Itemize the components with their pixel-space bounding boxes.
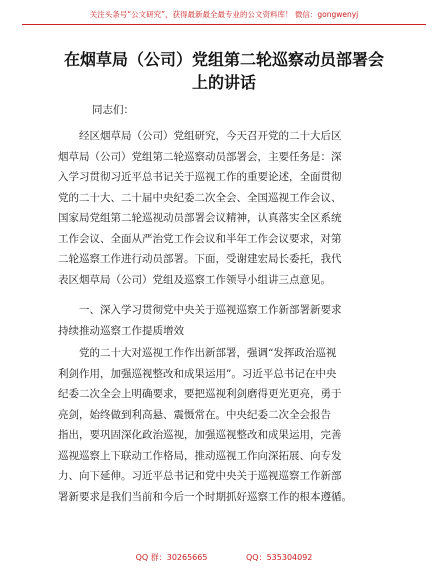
text-line: 党的二十大、二十届中央纪委二次全会、全国巡视工作会议、 bbox=[58, 191, 342, 204]
document-title bbox=[40, 48, 408, 94]
header-banner: 关注头条号“公文研究”，获得最新最全最专业的公文资料库！ 微信：gongwenyj bbox=[89, 10, 359, 19]
text-line: 亮剑，始终做到利高悬、震慑常在。中央纪委二次全会报告 bbox=[58, 408, 331, 421]
text-line: 巡视巡察上下联动工作格局，推动巡视工作向深拓展、向专发 bbox=[58, 449, 342, 462]
text-line: 国家局党组第二轮巡视动员部署会议精神，认真落实全区系统 bbox=[58, 212, 342, 224]
text-line: 指出，要巩固深化政治巡视，加强巡视整改和成果运用，完善 bbox=[58, 429, 342, 441]
text-line: 表区烟草局（公司）党组及巡察工作领导小组讲三点意见。 bbox=[58, 273, 331, 286]
text-line: 力、向下延伸。习近平总书记和党中央关于巡视巡察工作新部 bbox=[58, 470, 342, 482]
paragraph-intro bbox=[58, 126, 393, 290]
text-line: 入学习贯彻习近平总书记关于巡视工作的重要论述，全面贯彻 bbox=[58, 171, 342, 183]
paragraph-section-1 bbox=[58, 343, 393, 507]
footer-contact bbox=[0, 552, 448, 563]
footer-qq: QQ：535304092 bbox=[246, 553, 313, 562]
footer-qq-group: QQ 群：30265665 bbox=[135, 553, 208, 562]
text-line: 党的二十大对巡视工作作出新部署，强调“发挥政治巡视 bbox=[58, 347, 337, 359]
title-line: 在烟草局（公司）党组第二轮巡察动员部署会 bbox=[63, 50, 384, 69]
text-line: 烟草局（公司）党组第二轮巡察动员部署会，主要任务是：深 bbox=[58, 150, 342, 163]
header-divider bbox=[22, 24, 426, 25]
title-line: 上的讲话 bbox=[191, 73, 256, 92]
salutation: 同志们： bbox=[92, 104, 134, 116]
text-line: 利剑作用，加强巡视整改和成果运用”。习近平总书记在中央 bbox=[58, 367, 337, 380]
heading-line: 一、深入学习贯彻党中央关于巡视巡察工作新部署新要求 bbox=[58, 304, 342, 316]
section-heading-1 bbox=[58, 300, 393, 341]
text-line: 经区烟草局（公司）党组研究，今天召开党的二十大后区 bbox=[58, 130, 342, 142]
text-line: 署新要求是我们当前和今后一个时期抓好巡察工作的根本遵循。 bbox=[58, 490, 352, 503]
text-line: 二轮巡察工作进行动员部署。下面，受谢建宏局长委托，我代 bbox=[58, 253, 342, 265]
text-line: 纪委二次全会上明确要求，要把巡视利剑磨得更光更亮，勇于 bbox=[58, 388, 342, 400]
heading-line: 持续推动巡察工作提质增效 bbox=[58, 324, 184, 337]
text-line: 工作会议、全面从严治党工作会议和半年工作会议要求，对第 bbox=[58, 232, 342, 245]
